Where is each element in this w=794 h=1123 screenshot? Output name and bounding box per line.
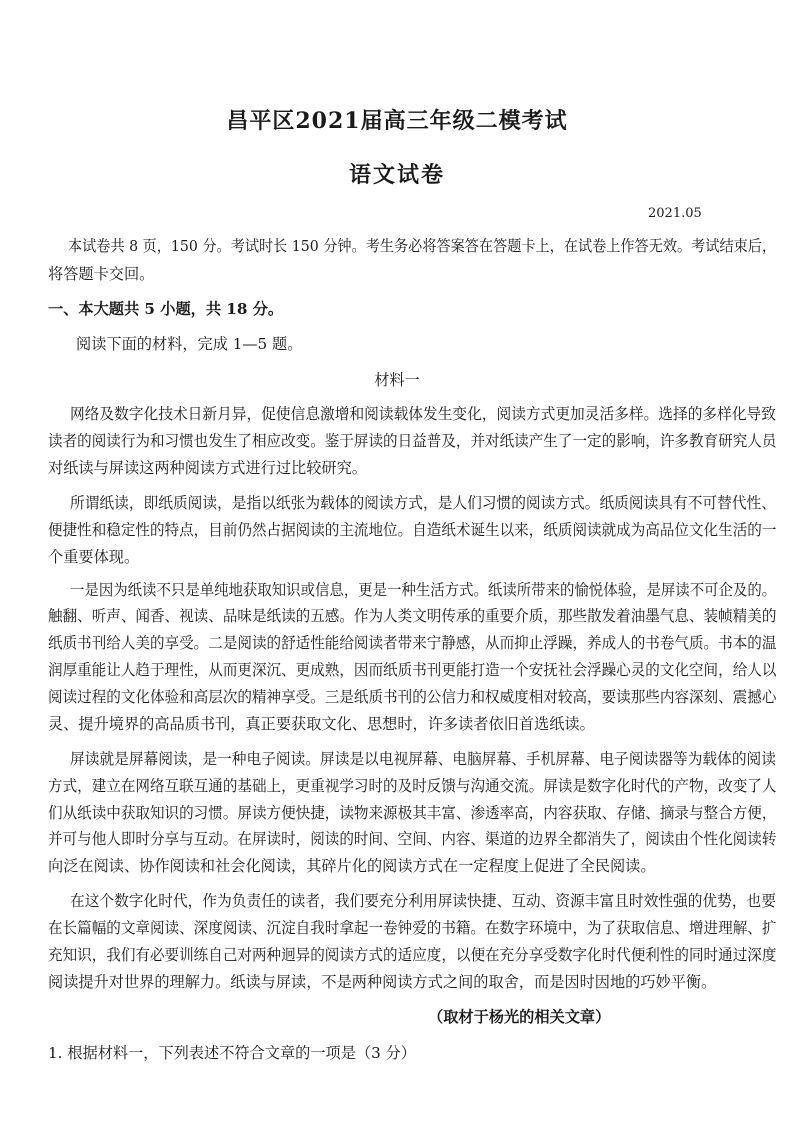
exam-title: 昌平区2021届高三年级二模考试 — [226, 108, 568, 134]
text-line: 触翻、听声、闻香、视读、品味是纸读的五感。作为人类文明传承的重要介质，那些散发着油墨气息、装帧精美的 — [48, 607, 777, 625]
source-citation: （取材于杨光的相关文章） — [428, 1008, 611, 1026]
text-line: 便捷性和稳定性的特点，目前仍然占据阅读的主流地位。自造纸术诞生以来，纸质阅读就成为高品位文化生活的一 — [48, 521, 777, 539]
text-line: 对纸读与屏读这两种阅读方式进行过比较研究。 — [48, 459, 367, 477]
text-line: 阅读提升对世界的理解力。纸读与屏读，不是两种阅读方式之间的取舍，而是因时因地的巧妙平衡。 — [48, 973, 717, 991]
material-title: 材料一 — [374, 371, 420, 389]
text-line: 向泛在阅读、协作阅读和社会化阅读，其碎片化的阅读方式在一定程度上促进了全民阅读。 — [48, 857, 656, 875]
instruction-line: 本试卷共 8 页，150 分。考试时长 150 分钟。考生务必将答案答在答题卡上，在试卷上作答无效。考试结束后， — [68, 237, 777, 255]
exam-subtitle: 语文试卷 — [348, 162, 445, 188]
text-line: 网络及数字化技术日新月异，促使信息激增和阅读载体发生变化，阅读方式更加灵活多样。选择的多样化导致 — [70, 405, 776, 423]
section-heading: 一、本大题共 5 小题，共 18 分。 — [48, 300, 284, 318]
text-line: 在长篇幅的文章阅读、深度阅读、沉淀自我时拿起一卷钟爱的书籍。在数字环境中，为了获取信息、增进理解、扩 — [48, 919, 777, 937]
question-1: 1. 根据材料一，下列表述不符合文章的一项是（3 分） — [48, 1044, 416, 1062]
text-line: 所谓纸读，即纸质阅读，是指以纸张为载体的阅读方式，是人们习惯的阅读方式。纸质阅读具有不可替代性、 — [70, 494, 776, 512]
text-line: 纸质书刊给人美的享受。二是阅读的舒适性能给阅读者带来宁静感，从而抑止浮躁，养成人的书卷气质。书本的温 — [48, 634, 777, 652]
text-line: 读者的阅读行为和习惯也发生了相应改变。鉴于屏读的日益普及，并对纸读产生了一定的影响，许多教育研究人员 — [48, 432, 777, 450]
text-line: 润厚重能让人趋于理性，从而更深沉、更成熟，因而纸质书刊更能打造一个安抚社会浮躁心灵的文化空间，给人以 — [48, 661, 777, 679]
text-line: 并可与他人即时分享与互动。在屏读时，阅读的时间、空间、内容、渠道的边界全都消失了，阅读由个性化阅读转 — [48, 830, 777, 848]
exam-date: 2021.05 — [648, 206, 702, 221]
text-line: 屏读就是屏幕阅读，是一种电子阅读。屏读是以电视屏幕、电脑屏幕、手机屏幕、电子阅读器等为载体的阅读 — [70, 750, 776, 768]
text-line: 方式，建立在网络互联互通的基础上，更重视学习时的及时反馈与沟通交流。屏读是数字化时代的产物，改变了人 — [48, 777, 777, 795]
text-line: 在这个数字化时代，作为负责任的读者，我们要充分利用屏读快捷、互动、资源丰富且时效性强的优势，也要 — [70, 892, 776, 910]
text-line: 们从纸读中获取知识的习惯。屏读方便快捷，读物来源极其丰富、渗透率高，内容获取、存储、摘录与整合方便， — [48, 804, 777, 822]
reading-prompt: 阅读下面的材料，完成 1—5 题。 — [76, 335, 303, 353]
instruction-line: 将答题卡交回。 — [48, 265, 155, 283]
text-line: 一是因为纸读不只是单纯地获取知识或信息，更是一种生活方式。纸读所带来的愉悦体验，是屏读不可企及的。 — [70, 581, 777, 599]
text-line: 阅读过程的文化体验和高层次的精神享受。三是纸质书刊的公信力和权威度相对较高，要读那些内容深刻、震撼心 — [48, 688, 777, 706]
text-line: 充知识，我们有必要训练自己对两种迥异的阅读方式的适应度，以便在充分享受数字化时代便利性的同时通过深度 — [48, 946, 777, 964]
text-line: 个重要体现。 — [48, 548, 140, 566]
text-line: 灵、提升境界的高品质书刊，真正要获取文化、思想时，许多读者依旧首选纸读。 — [48, 715, 595, 733]
